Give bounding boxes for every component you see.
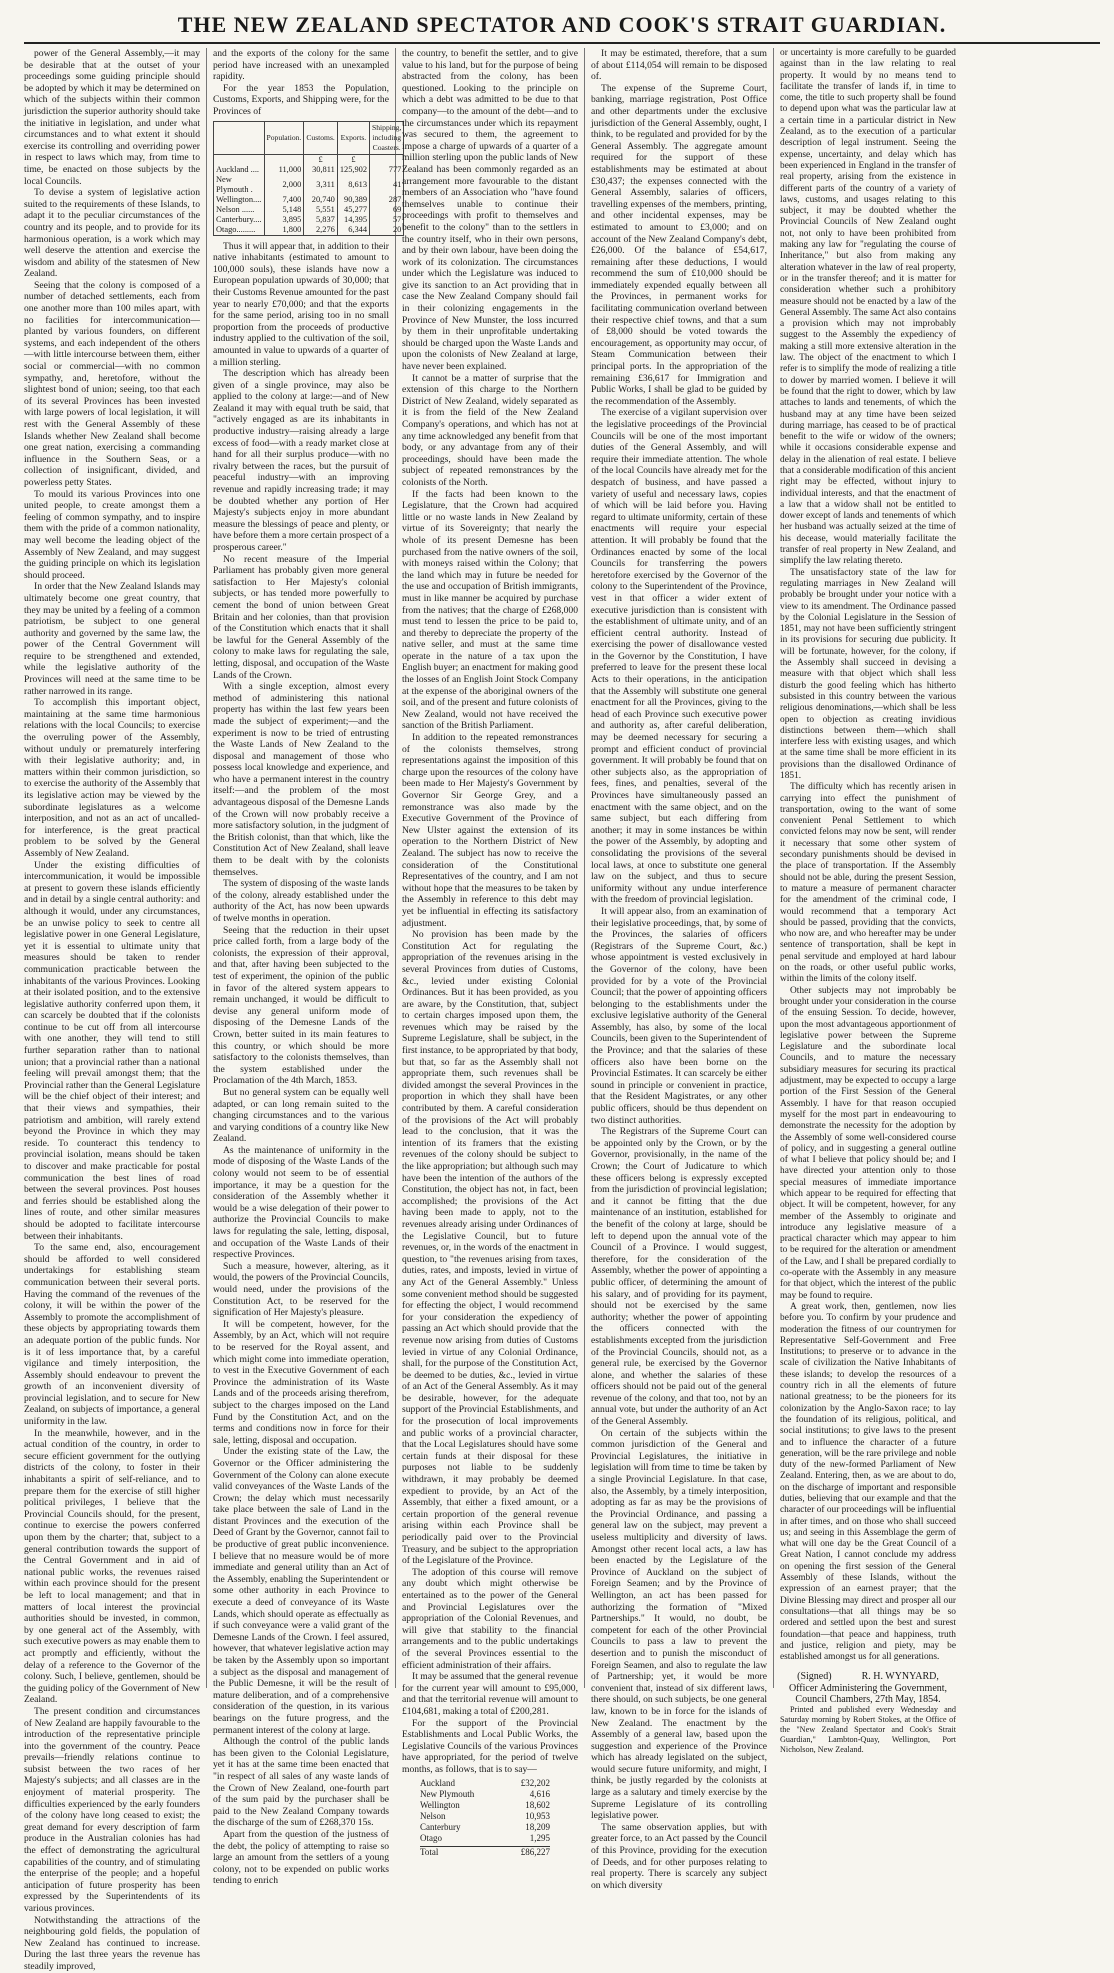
paragraph: The expense of the Supreme Court, banking, marriage registration, Post Office and other departments under the exclusive jurisdiction of the General Assembly, ought, I think, to be regulated and provided for by the General Assembly. The aggregate amount required for the support of these establishments may be estimated at about £30,437; the expenses connected with the General Assembly, salaries of officers, travelling expenses of the members, printing, and other incidental expenses, may be estimated to amount to £3,000; and on account of the New Zealand Company's debt, £26,000. Of the balance of £54,617, remaining after these deductions, I would recommend the sum of £10,000 should be immediately expended equally between all the Provinces, in permanent works for facilitating communication overland between their respective chief towns, and that a sum of £8,000 should be voted towards the encouragement, as opportunity may occur, of Steam Communication between their principal ports. In the appropriation of the remaining £36,617 for Immigration and Public Works, I shall be glad to be guided by the recommendation of the Assembly. — [591, 82, 767, 407]
paragraph: Under the existing difficulties of intercommunication, it would be impossible at present to govern these islands efficiently and in detail by a single central authority: and although it would, under any circumstances, be an unwise policy to seek to centre all legislative power in one General Legislature, yet it is essential to ultimate unity that measures should be taken to render communication practicable between the inhabitants of the various Provinces. Looking at their isolated position, and to the extensive legislative authority conferred upon them, it can scarcely be doubted that if the colonists continue to be cut off from all intercourse with one another, they will tend to still further separation rather than to national union; that a provincial rather than a national feeling will prevail amongst them; that the Provincial rather than the General Legislature will be the chief object of their interest; and that their views and sympathies, their patriotism and ambition, will rarely extend beyond the Province in which they may reside. To counteract this tendency to provincial isolation, means should be taken to discover and make practicable for postal communication the best lines of road between the several provinces. Post houses and ferries should be established along the lines of route, and other similar measures should be adopted to facilitate intercourse between their inhabitants. — [24, 859, 200, 1242]
paragraph: No provision has been made by the Constitution Act for regulating the appropriation of the revenues arising in the several Provinces from duties of Customs, &c., levied under existing Colonial Ordinances. But it has been provided, as you are aware, by the Constitution, that, subject to certain charges imposed upon them, the revenues which may be raised by the Supreme Legislature, shall be subject, in the first instance, to be appropriated by that body, but that, so far as the Assembly shall not appropriate them, such revenues shall be divided amongst the several Provinces in the proportion in which they shall have been contributed by them. A careful consideration of the provisions of the Act will probably lead to the conclusion, that it was the intention of its framers that the existing revenues of the colony should be subject to the like appropriation; but although such may have been the intention of the authors of the Constitution, the object has not, in fact, been accomplished; the provisions of the Act having been made to apply, not to the revenues already arising under Ordinances of the Legislative Council, but to future revenues, or, in the words of the enactment in question, to "the revenues arising from taxes, duties, rates, and imposts, levied in virtue of any Act of the General Assembly." Unless some convenient method should be suggested for effecting the object, I would recommend for your consideration the expediency of passing an Act which should provide that the revenue now arising from duties of Customs levied in virtue of any Colonial Ordinance, shall, for the purpose of the Constitution Act, be deemed to be duties, &c., levied in virtue of an Act of the General Assembly. As it may be desirable, however, for the adequate support of the Provincial Establishments, and for the prosecution of local improvements and public works of a provincial character, that the Local Legislatures should have some certain funds at their disposal for these purposes not liable to be suddenly withdrawn, it may probably be deemed expedient to provide, by an Act of the Assembly, that either a fixed amount, or a certain proportion of the general revenue arising within each Province shall be periodically paid over to the Provincial Treasury, and be subject to the appropriation of the Legislature of the Province. — [402, 929, 579, 1567]
table-row — [214, 215, 404, 225]
paragraph: To accomplish this important object, maintaining at the same time harmonious relations with the local Councils; to exercise the overruling power of the Assembly, without unduly or prematurely interfering with their legislative authority; and, in matters within their common jurisdiction, so to exercise the authority of the Assembly that its legislative action may be viewed by the subordinate legislatures as a welcome interposition, and not as an act of uncalled-for interference, is the great practical problem to be solved by the General Assembly of New Zealand. — [24, 697, 200, 859]
province-name: Auckland — [420, 1778, 455, 1789]
table-cell: 69 — [370, 205, 404, 215]
paragraph: The same observation applies, but with greater force, to an Act passed by the Council of this Province, providing for the execution of Deeds, and for other purposes relating to real property. There is scarcely any subject on which diversity — [591, 1821, 767, 1891]
list-item — [420, 1778, 550, 1789]
table-cell: £ — [337, 154, 369, 165]
table-cell: 5,148 — [264, 205, 304, 215]
paragraph: If the facts had been known to the Legislature, that the Crown had acquired little or no waste lands in New Zealand by virtue of its Sovereignty; that nearly the whole of its present Demesne has been purchased from the native owners of the soil, with moneys raised within the Colony; that the land which may in future be needed for the use and occupation of British immigrants, must in like manner be acquired by purchase from the natives; that the charge of £268,000 must tend to lessen the price to be paid to, and thereby to depreciate the property of the native seller, and must at the same time operate in the nature of a tax upon the English buyer; an enactment for making good the losses of an English Joint Stock Company at the expense of the aboriginal owners of the soil, and of the present and future colonists of New Zealand, would not have received the sanction of the British Parliament. — [402, 488, 578, 732]
paragraph: the country, to benefit the settler, and to give value to his land, but for the purpose of being abstracted from the colony, has been questioned. Looking to the principle on which a debt was admitted to be due to that company—to the amount of the debt—and to the circumstances under which its repayment was secured to them, the agreement to impose a charge of upwards of a quarter of a million sterling upon the public lands of New Zealand has been commonly regarded as an arrangement more favourable to the distant members of an Association who "have found themselves unable to continue their proceedings with profit to themselves and benefit to the colony" than to the settlers in the country itself, who in their own persons, and by their own labour, have been doing the work of its colonization. The circumstances under which the Legislature was induced to give its sanction to an Act providing that in case the New Zealand Company should fail in their colonizing engagements in the Province of New Munster, the loss incurred by them in their unprofitable undertaking should be charged upon the Waste Lands and upon the colonists of New Zealand at large, have never been explained. — [402, 48, 578, 373]
paragraph: With a single exception, almost every method of administering this national property has within the last few years been made the subject of experiment;—and the experiment is now to be tried of entrusting the Waste Lands of New Zealand to the disposal and management of those who possess local knowledge and experience, and who have a permanent interest in the country itself:—and the problem of the most advantageous disposal of the Demesne Lands of the Crown will now probably receive a more satisfactory solution, in the judgment of the British colonist, than that which, like the Constitution Act of New Zealand, shall leave them to be dealt with by the colonists themselves. — [213, 681, 389, 878]
paragraph: Seeing that the reduction in their upset price called forth, from a large body of the colonists, the expression of their approval, and that, after having been subjected to the test of experiment, the opinion of the public in favor of the altered system appears to remain unchanged, it would be difficult to devise any general uniform mode of disposing of the Demesne Lands of the Crown, better suited in its main features to this country, or which should be more satisfactory to the colonists themselves, than the system established under the Proclamation of the 4th March, 1853. — [213, 924, 389, 1087]
table-cell: 6,344 — [337, 225, 369, 236]
printer-imprint: Printed and published every Wednesday and Saturday morning by Robert Stokes, at the Office of the "New Zealand Spectator and Cook's Strait Guardian," Lambton-Quay, Wellington, Port Nicholson, New Zealand. — [780, 1705, 956, 1755]
paragraph: Other subjects may not improbably be brought under your consideration in the course of the ensuing Session. To decide, however, upon the most advantageous apportionment of legislative power between the Supreme Legislature and the subordinate local Councils, and to mature the necessary subsidiary measures for securing its practical adjustment, may be expected to occupy a large portion of the First Session of the General Assembly. I have for that reason occupied myself for the most part in endeavouring to demonstrate the necessity for the adoption by the Assembly of some well-considered course of policy, and in suggesting a general outline of what I believe that policy should be; and I have directed your attention only to those special measures of immediate importance which appear to be required for effecting that object. It will be competent, however, for any member of the Assembly to originate and introduce any legislative measure of a practical character which may appear to him to be required for the alteration or amendment of the Law, and I shall be prepared cordially to co-operate with the Assembly in any measure for that object, which the interest of the public may be found to require. — [780, 985, 956, 1301]
table-cell: £ — [304, 154, 337, 165]
list-item — [420, 1811, 550, 1822]
table-row — [214, 165, 404, 175]
paragraph: Although the control of the public lands has been given to the Colonial Legislature, yet it has at the same time been enacted that "in respect of all sales of any waste lands of the Crown of New Zealand, one-fourth part of the sum paid by the purchaser shall be paid to the New Zealand Company towards the discharge of the sum of £268,370 15s. — [213, 1736, 389, 1829]
table-cell: 20 — [370, 225, 404, 236]
paragraph: No recent measure of the Imperial Parliament has probably given more general satisfaction to Her Majesty's colonial subjects, or has tended more powerfully to cement the bond of union between Great Britain and her colonies, than that provision of the Constitution which enacts that it shall be lawful for the General Assembly of the colony to make laws for regulating the sale, letting, disposal, and occupation of the Waste Lands of the Crown. — [213, 553, 389, 681]
paragraph: For the support of the Provincial Establishments and Local Public Works, the Legislative Councils of the various Provinces have appropriated, for the period of twelve months, as follows, that is to say— — [402, 1717, 578, 1775]
table-cell: Canterbury.... — [214, 215, 265, 225]
article-columns — [24, 48, 1100, 1972]
paragraph: A great work, then, gentlemen, now lies before you. To confirm by your prudence and moderation the fitness of our countrymen for Representative Self-Government and Free Institutions; to preserve or to advance in the scale of civilization the Native Inhabitants of these islands; to develop the resources of a country rich in all the elements of future national greatness; to be the pioneers for its colonization by the Anglo-Saxon race; to lay the foundation of its religious, political, and social institutions; to give laws to the present and to influence the character of a future generation, will be the rare privilege and noble duty of the new-formed Parliament of New Zealand. Entering, then, as we are about to do, on the discharge of important and responsible duties, believing that our example and that the character of our proceedings will be influential in after times, and on those who shall succeed us; and seeing in this Assemblage the germ of what will one day be the Great Council of a Great Nation, I cannot conclude my address on opening the first session of the General Assembly of these Islands, without the expression of an earnest prayer; that the Divine Blessing may direct and prosper all our consultations—that all things may be so ordered and settled upon the best and surest foundation—that peace and happiness, truth and justice, religion and piety, may be established amongst us for all generations. — [780, 1301, 956, 1663]
paragraph: Seeing that the colony is composed of a number of detached settlements, each from one another more than 100 miles apart, with no facilities for intercommunication—planted by various founders, on different systems, and each independent of the others—with little intercourse between them, either social or commercial—with no common sympathy, and, heretofore, without the slightest bond of union; seeing, too that each of its several Provinces has been invested with large powers of local legislation, it will rest with the General Assembly of these Islands whether New Zealand shall become one great nation, exercising a commanding influence in the Southern Seas, or a collection of insignificant, divided, and powerless petty States. — [24, 279, 200, 488]
masthead: THE NEW ZEALAND SPECTATOR AND COOK'S STRAIT GUARDIAN. — [24, 12, 1100, 44]
table-cell: 41 — [370, 175, 404, 195]
table-cell: 3,895 — [264, 215, 304, 225]
statistics-table — [213, 121, 404, 236]
paragraph: The system of disposing of the waste lands of the colony, already established under the authority of the Act, has now been upwards of twelve months in operation. — [213, 878, 389, 924]
amount: £32,202 — [520, 1778, 550, 1789]
table-cell: 7,400 — [264, 195, 304, 205]
amount: 10,953 — [525, 1811, 550, 1822]
table-cell: Otago......... — [214, 225, 265, 236]
table-cell: 2,276 — [304, 225, 337, 236]
table-unit-row — [214, 154, 404, 165]
table-cell: 30,811 — [304, 165, 337, 175]
paragraph: To the same end, also, encouragement should be afforded to well considered undertakings for establishing steam communication between their several ports. Having the command of the revenues of the colony, it will be within the power of the Assembly to promote the accomplishment of these objects by appropriating towards them an adequate portion of the public funds. Nor is it of less importance that, by a careful vigilance and timely interposition, the Assembly should endeavour to prevent the growth of an inconvenient diversity of provincial legislation, and to secure for New Zealand, on subjects of importance, a general uniformity in the law. — [24, 1242, 200, 1428]
paragraph: The Registrars of the Supreme Court can be appointed only by the Crown, or by the Governor, provisionally, in the name of the Crown; the Court of Judicature to which these officers belong is expressly excepted from the jurisdiction of provincial legislation; and it cannot be fitting that the due maintenance of an institution, established for the benefit of the colony at large, should be left to depend upon the annual vote of the Council of a Province. I would suggest, therefore, for the consideration of the Assembly, whether the power of appointing a public officer, of determining the amount of his salary, and of providing for its payment, should not be exercised by the same authority; whether the power of appointing the officers connected with the establishments excepted from the jurisdiction of the Provincial Councils, should not, as a general rule, be exercised by the Governor alone, and whether the salaries of these officers should not be paid out of the general revenue of the colony, and that too, not by an annual vote, but under the authority of an Act of the General Assembly. — [591, 1126, 767, 1428]
paragraph: For the year 1853 the Population, Customs, Exports, and Shipping were, for the Provinces of — [213, 82, 389, 117]
table-cell: 5,551 — [304, 205, 337, 215]
table-cell: Auckland .... — [214, 165, 265, 175]
paragraph: The exercise of a vigilant supervision over the legislative proceedings of the Provincial Councils will be one of the most important duties of the General Assembly, and will require their immediate attention. The whole of the local Councils have already met for the despatch of business, and have passed a variety of useful and necessary laws, copies of which will be laid before you. Having regard to ultimate uniformity, certain of these enactments will require your especial attention. It will probably be found that the Ordinances enacted by some of the local Councils for transferring the powers heretofore exercised by the Governor of the colony to the Superintendent of the Province, vest in that officer a wider extent of executive jurisdiction than is consistent with the establishment of ultimate unity, and of an efficient central authority. Instead of exercising the power of disallowance vested in the Governor by the Constitution, I have preferred to leave for the present these local Acts to their operations, in the anticipation that the Assembly will substitute one general enactment for all the Provinces, giving to the head of each Province such executive power and authority as, after careful deliberation, may be deemed necessary for securing a prompt and efficient conduct of provincial government. It will probably be found that on other subjects also, as the appropriation of fees, fines, and penalties, several of the Provinces have simultaneously passed an enactment with the same object, and on the same subject, but each differing from another; it may in some instances be within the power of the Assembly, by adopting and consolidating the provisions of the several local laws, at once to substitute one general law on the subject, and thus to secure uniformity without any undue interference with the freedom of provincial legislation. — [591, 407, 767, 906]
paragraph: The description which has already been given of a single province, may also be applied to the colony at large:—and of New Zealand it may with equal truth be said, that "actively engaged as are its inhabitants in productive industry—raising already a large excess of food—with a ready market close at hand for all their surplus produce—with no rivalry between the races, but the pursuit of peaceful industry—with an improving revenue and rapidly increasing trade; it may be doubted whether any portion of Her Majesty's subjects enjoy in more abundant measure the blessings of peace and plenty, or have before them a more certain prospect of a prosperous career." — [213, 368, 389, 553]
list-item — [420, 1800, 550, 1811]
table-cell: 2,000 — [264, 175, 304, 195]
table-cell — [264, 154, 304, 165]
table-cell: 11,000 — [264, 165, 304, 175]
table-cell: Wellington.... — [214, 195, 265, 205]
column-3 — [402, 48, 585, 1858]
table-cell — [214, 154, 265, 165]
table-cell: 3,311 — [304, 175, 337, 195]
table-row — [214, 225, 404, 236]
table-cell: New Plymouth . — [214, 175, 265, 195]
column-5 — [780, 48, 962, 1755]
paragraph: Thus it will appear that, in addition to their native inhabitants (estimated to amount to 100,000 souls), these islands have now a European population upwards of 30,000; that their Customs Revenue amounted for the past year to nearly £70,000; and that the exports for the same period, arising too in no small proportion from the proceeds of productive industry applied to the cultivation of the soil, amounted in value to upwards of a quarter of a million sterling. — [213, 240, 389, 368]
table-cell: 57 — [370, 215, 404, 225]
paragraph: The present condition and circumstances of New Zealand are happily favourable to the introduction of the representative principle into the government of the country. Peace prevails—friendly relations continue to subsist between the two races of her Majesty's subjects; and all classes are in the enjoyment of material prosperity. The difficulties experienced by the early founders of the colony have long ceased to exist; the great demand for every description of farm produce in the Australian colonies has had the effect of demonstrating the agricultural capabilities of the country, and of stimulating the enterprise of the people; and a hopeful anticipation of future prosperity has been expressed by the Superintendents of its various provinces. — [24, 1705, 200, 1914]
paragraph: and the exports of the colony for the same period have increased with an unexampled rapidity. — [213, 48, 389, 83]
paragraph: It may be estimated, therefore, that a sum of about £114,054 will remain to be disposed of. — [591, 48, 767, 83]
paragraph: It will appear also, from an examination of their legislative proceedings, that, by some of the Provinces, the salaries of officers (Registrars of the Supreme Court, &c.) whose appointment is vested exclusively in the Governor of the colony, have been provided for by a vote of the Provincial Council; that the power of appointing officers belonging to the establishments under the exclusive legislative authority of the General Assembly, has also, by some of the local Councils, been given to the Superintendent of the Province; and that the salaries of these officers also have been borne on the Provincial Estimates. It can scarcely be either sound in principle or convenient in practice, that the Resident Magistrates, or any other public officers, should be thus dependent on two distinct authorities. — [591, 905, 767, 1126]
signatory-name: R. H. WYNYARD, — [861, 1671, 939, 1683]
province-name: Wellington — [420, 1800, 460, 1811]
table-cell: 1,800 — [264, 225, 304, 236]
paragraph: It will be competent, however, for the Assembly, by an Act, which will not require to be reserved for the Royal assent, and which might come into immediate operation, to vest in the Executive Government of each Province the administration of its Waste Lands and of the proceeds arising therefrom, subject to the charges imposed on the Land Fund by the Constitution Act, and on the terms and conditions now in force for their sale, letting, disposal and occupation. — [213, 1318, 389, 1446]
table-header: Exports. — [337, 121, 369, 154]
paragraph: Under the existing state of the Law, the Governor or the Officer administering the Government of the Colony can alone execute valid conveyances of the Waste Lands of the Crown; the delay which must necessarily take place between the sale of Land in the distant Provinces and the execution of the Deed of Grant by the Governor, cannot fail to be productive of great public inconvenience. I believe that no measure would be of more immediate and general utility than an Act of the Assembly, enabling the Superintendent or some other authority in each Province to execute a deed of conveyance of its Waste Lands, which should operate as effectually as if such conveyance were a valid grant of the Demesne Lands of the Crown. I feel assured, however, that whatever legislative action may be taken by the Assembly upon so important a subject as the disposal and management of the Public Demesne, it will be the result of mature deliberation, and of a comprehensive consideration of the question, in its various bearings on the future progress, and the permanent interest of the colony at large. — [213, 1446, 389, 1736]
province-name: Otago — [420, 1833, 442, 1844]
paragraph: To mould its various Provinces into one united people, to create amongst them a feeling of common sympathy, and to inspire them with the pride of a common nationality, may well become the leading object of the Assembly of New Zealand, and may suggest the guiding principle on which its legislation should proceed. — [24, 488, 200, 581]
paragraph: The adoption of this course will remove any doubt which might otherwise be entertained as to the power of the General and Provincial Legislatures over the appropriation of the Colonial Revenues, and will give that stability to the financial arrangements and to the public undertakings of the several Provinces essential to the efficient administration of their affairs. — [402, 1566, 578, 1671]
paragraph: As the maintenance of uniformity in the mode of disposing of the Waste Lands of the colony would not seem to be of essential importance, it may be a question for the consideration of the Assembly whether it would be a wise delegation of their power to authorize the Provincial Councils to make laws for regulating the sale, letting, disposal, and occupation of the Waste Lands of their respective Provinces. — [213, 1144, 389, 1261]
list-item — [420, 1789, 550, 1800]
table-cell: 777 — [370, 165, 404, 175]
table-cell — [370, 154, 404, 165]
paragraph: or uncertainty is more carefully to be guarded against than in the law relating to real property. It would by no means tend to facilitate the transfer of lands if, in time to come, the title to such property shall be found to depend upon what was the particular law at a certain time in a particular district in New Zealand, as to the execution of a particular description of legal instrument. Seeing the expense, uncertainty, and delay which has been experienced in England in the transfer of real property, arising from the existence in different parts of the country of a variety of laws, customs, and usages relating to this subject, it may be doubted whether the Provincial Councils of New Zealand ought not, not only to have been prohibited from making any law for "regulating the course of Inheritance," but also from making any alteration whatever in the law of real property, or in the transfer thereof; and it is matter for consideration whether such a prohibitory measure should not be enacted by a law of the General Assembly. The same Act also contains a provision which may not improbably suggest to the Assembly the expediency of making a still more extensive alteration in the law. The object of the enactment to which I refer is to simplify the mode of realizing a title to dower by married women. I believe it will be found that the right to dower, which by law attaches to lands and tenements, of which the husband may at any time have been seized during marriage, has ceased to be of practical benefit to the wife or widow of the owners; while it occasions considerable expense and delay in the alienation of real estate. I believe that a considerable modification of this ancient right may be effected, without injury to individual interests, and that the enactment of a law that a widow shall not be entitled to dower except of lands and tenements of which her husband was actually seized at the time of his decease, would materially facilitate the transfer of real property in New Zealand, and simplify the law relating thereto. — [780, 48, 956, 567]
appropriations-list — [420, 1778, 578, 1858]
signatory-title: Officer Administering the Government, — [788, 1682, 948, 1694]
column-2 — [213, 48, 402, 1887]
table-header: Shipping, including Coasters. — [370, 121, 404, 154]
paragraph: power of the General Assembly,—it may be desirable that at the outset of your proceedings some guiding principle should be adopted by which it may be determined on which of the subjects within their common jurisdiction the superior authority should take the initiative in legislation, and under what circumstances and to what extent it should exercise its controlling and overriding power in respect to laws which may, from time to time, be enacted on those subjects by the local Councils. — [24, 48, 200, 187]
paragraph: It may be assumed that the general revenue for the current year will amount to £95,000, and that the territorial revenue will amount to £104,681, making a total of £200,281. — [402, 1671, 578, 1717]
place-date: Council Chambers, 27th May, 1854. — [795, 1694, 941, 1706]
province-name: New Plymouth — [420, 1789, 475, 1800]
table-cell: 45,277 — [337, 205, 369, 215]
paragraph: In order that the New Zealand Islands may ultimately become one great country, that they may be united by a feeling of a common patriotism, be subject to one general authority and governed by the same law, the power of the Central Government will require to be strengthened and extended, while the legislative authority of the Provinces will need at the same time to be rather narrowed in its range. — [24, 581, 200, 697]
table-cell: 90,389 — [337, 195, 369, 205]
table-row — [214, 205, 404, 215]
table-cell: 8,613 — [337, 175, 369, 195]
paragraph: The unsatisfactory state of the law for regulating marriages in New Zealand will probably be brought under your notice with a view to its amendment. The Ordinance passed by the Colonial Legislature in the Session of 1851, may not have been sufficiently stringent in its provisions for securing due publicity. It will be fortunate, however, for the colony, if the Assembly shall succeed in devising a measure with that object which shall less disturb the good feeling which has hitherto subsisted in this country between the various religious denominations,—which shall be less open to objection as creating invidious distinctions between them—which shall interfere less with existing usages, and which at the same time shall be more efficient in its provisions than the disallowed Ordinance of 1851. — [780, 567, 956, 781]
paragraph: Notwithstanding the attractions of the neighbouring gold fields, the population of New Zealand has continued to increase. During the last three years the revenue has steadily improved, — [24, 1914, 200, 1972]
province-name: Canterbury — [420, 1822, 461, 1833]
amount: 18,209 — [525, 1822, 550, 1833]
list-item — [420, 1833, 550, 1844]
table-cell: 125,902 — [337, 165, 369, 175]
province-name: Nelson — [420, 1811, 446, 1822]
paragraph: To devise a system of legislative action suited to the requirements of these Islands, to adapt it to the peculiar circumstances of the country and its people, and to provide for its harmonious operation, is a work which may well deserve the attention and exercise the wisdom and ability of the statesmen of New Zealand. — [24, 187, 200, 280]
table-row — [214, 195, 404, 205]
paragraph: On certain of the subjects within the common jurisdiction of the General and Provincial Legislatures, the initiative in legislation will from time to time be taken by a single Provincial Legislature. In that case, also, the Assembly, by a timely interposition, adopting as far as may be the provisions of the Provincial Ordinance, and passing a general law on the subject, may prevent a useless multiplicity and diversity of laws. Amongst other recent local acts, a law has been enacted by the Legislature of the Province of Auckland on the subject of Foreign Seamen; and by the Province of Wellington, an act has been passed for authorizing the formation of "Mixed Partnerships." It would, no doubt, be competent for each of the other Provincial Councils to pass a law to prevent the desertion and to punish the misconduct of Foreign Seamen, and also to regulate the law of Partnership; yet, it would be more convenient that, instead of six different laws, there should, on such subjects, be one general law, known to be in force for the islands of New Zealand. The enactment by the Assembly of a general law, based upon the suggestion and experience of the Province which has already legislated on the subject, would secure future uniformity, and might, I think, be justly regarded by the colonists at large as a salutary and timely exercise by the Supreme Legislature of its controlling legislative power. — [591, 1427, 767, 1822]
table-cell: Nelson ...... — [214, 205, 265, 215]
paragraph: Apart from the question of the justness of the debt, the policy of attempting to raise so large an amount from the settlers of a young colony, not to be expended on public works tending to enrich — [213, 1828, 389, 1887]
column-1 — [24, 48, 207, 1972]
amount: 18,602 — [525, 1800, 550, 1811]
paragraph: In the meanwhile, however, and in the actual condition of the country, in order to secure efficient government for the outlying districts of the colony, to foster in their inhabitants a spirit of self-reliance, and to prepare them for the exercise of still higher political privileges, I believe that the Provincial Councils should, for the present, continue to exercise the powers conferred upon them by the charter; that, subject to a general contribution towards the support of the Central Government and in aid of national public works, the revenues raised within each province should for the present be left to local management; and that in matters of local interest the provincial authorities should be invested, in common, by one general act of the Assembly, with such executive powers as may enable them to act promptly and efficiently, without the delay of a reference to the Governor of the colony. Such, I believe, gentlemen, should be the guiding policy of the Government of New Zealand. — [24, 1427, 200, 1706]
amount: 4,616 — [529, 1789, 550, 1800]
table-header: Customs. — [304, 121, 337, 154]
table-cell: 20,740 — [304, 195, 337, 205]
paragraph: In addition to the repeated remonstrances of the colonists themselves, strong representations against the imposition of this charge upon the resources of the colony have been made to Her Majesty's Government by Governor Sir George Grey, and a remonstrance was also made by the Executive Government of the Province of New Ulster against the extension of its operation to the Northern District of New Zealand. The subject has now to receive the consideration of the Constitutional Representatives of the country, and I am not without hope that the measures to be taken by the Assembly in reference to this debt may yet be influential in effecting its satisfactory adjustment. — [402, 732, 578, 929]
table-cell: 287 — [370, 195, 404, 205]
amount: 1,295 — [529, 1833, 550, 1844]
signed-label: (Signed) — [797, 1671, 832, 1683]
appropriations-total — [420, 1846, 550, 1858]
table-row — [214, 175, 404, 195]
table-cell: 14,395 — [337, 215, 369, 225]
signature-block — [780, 1671, 956, 1705]
total-value: £86,227 — [520, 1847, 550, 1858]
table-header — [214, 121, 265, 154]
total-label: Total — [420, 1847, 439, 1858]
paragraph: Such a measure, however, altering, as it would, the powers of the Provincial Councils, would need, under the provisions of the Constitution Act, to be reserved for the signification of Her Majesty's pleasure. — [213, 1260, 389, 1319]
list-item — [420, 1822, 550, 1833]
paragraph: It cannot be a matter of surprise that the extension of this charge to the Northern District of New Zealand, widely separated as it is from the field of the New Zealand Company's operations, and which has not at any time acknowledged any benefit from that body, or any advantage from any of their proceedings, should have been made the subject of repeated remonstrances by the colonists of the North. — [402, 372, 578, 488]
table-cell: 5,837 — [304, 215, 337, 225]
table-header: Population. — [264, 121, 304, 154]
column-4 — [591, 48, 774, 1891]
paragraph: But no general system can be equally well adapted, or can long remain suited to the changing circumstances and to the various and varying conditions of a country like New Zealand. — [213, 1086, 389, 1145]
paragraph: The difficulty which has recently arisen in carrying into effect the punishment of transportation, owing to the want of some convenient Penal Settlement to which convicted felons may now be sent, will render it necessary that some other system of secondary punishments should be devised in the place of transportation. If the Assembly should not be able, during the present Session, to mature a measure of permanent character for the amendment of the criminal code, I would recommend that a temporary Act should be passed, providing that the convicts, who now are, and who hereafter may be under sentence of transportation, shall be kept in penal servitude and employed at hard labour on the roads, or other useful public works, within the limits of the colony itself. — [780, 782, 956, 985]
